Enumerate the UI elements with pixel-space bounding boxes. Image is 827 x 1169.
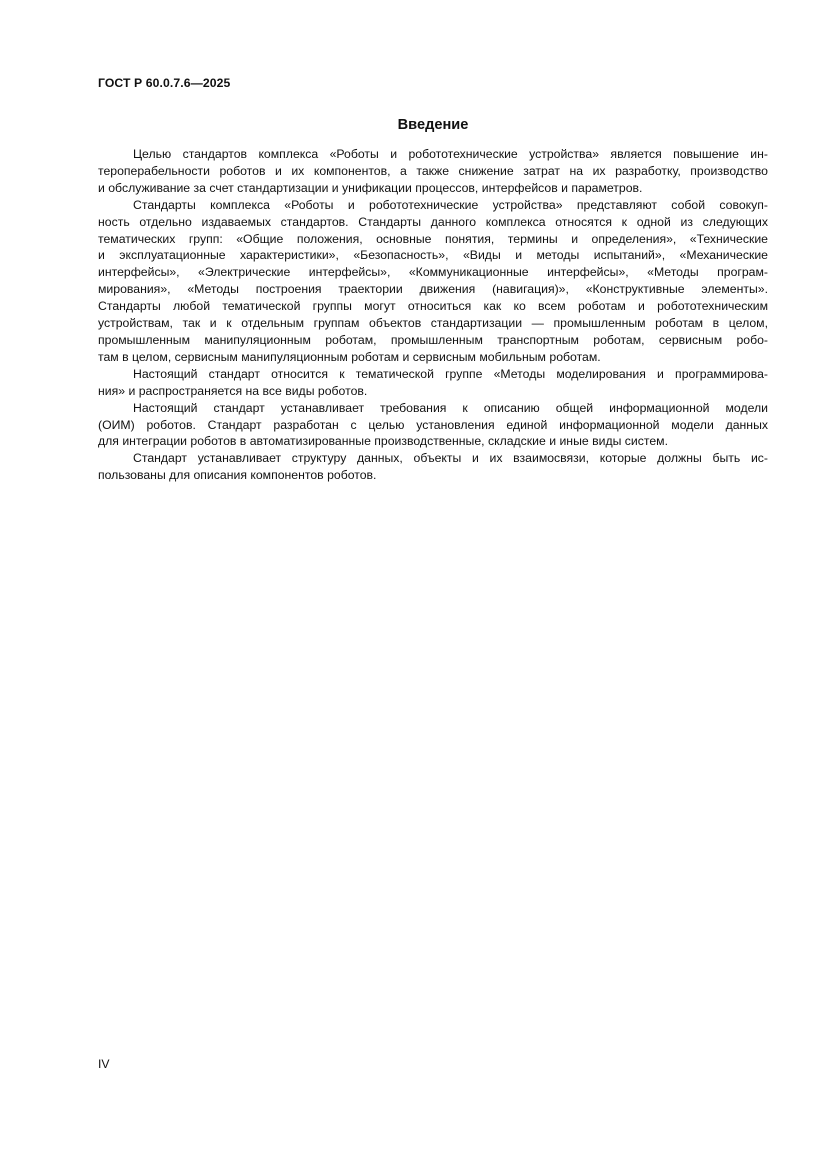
paragraph: [98, 400, 768, 451]
standard-id-header: ГОСТ Р 60.0.7.6—2025: [98, 76, 231, 90]
paragraph: [98, 366, 768, 400]
text-line: Настоящий стандарт относится к тематической группе «Методы моделирования и программирова-: [133, 366, 768, 381]
text-line: промышленным манипуляционным роботам, промышленным транспортным роботам, сервисным робо-: [98, 332, 768, 347]
text-line: Целью стандартов комплекса «Роботы и робототехнические устройства» является повышение ин-: [133, 147, 768, 161]
text-line: ность отдельно издаваемых стандартов. Стандарты данного комплекса относятся к одной из следующих: [98, 214, 768, 229]
text-line: ния» и распространяется на все виды роботов.: [98, 383, 368, 398]
introduction-body: [98, 146, 768, 484]
text-line: мирования», «Методы построения траектории движения (навигация)», «Конструктивные элементы».: [98, 282, 768, 297]
text-line: Стандарты комплекса «Роботы и робототехнические устройства» представляют собой совокуп-: [133, 197, 768, 212]
text-line: там в целом, сервисным манипуляционным роботам и сервисным мобильным роботам.: [98, 349, 601, 364]
section-title: Введение: [397, 117, 469, 133]
text-line: интерфейсы», «Электрические интерфейсы», «Коммуникационные интерфейсы», «Методы програм-: [98, 265, 768, 280]
text-line: и обслуживание за счет стандартизации и унификации процессов, интерфейсов и параметров.: [98, 180, 643, 195]
text-line: для интеграции роботов в автоматизированные производственные, складские и иные виды систем.: [98, 434, 669, 449]
paragraph: [98, 450, 768, 484]
text-line: Стандарты любой тематической группы могут относиться как ко всем роботам и робототехническим: [98, 299, 768, 314]
text-line: и эксплуатационные характеристики», «Безопасность», «Виды и методы испытаний», «Механические: [98, 248, 768, 263]
paragraph: [98, 197, 768, 366]
text-line: (ОИМ) роботов. Стандарт разработан с целью установления единой информационной модели данных: [98, 417, 768, 432]
page-number: IV: [98, 1057, 110, 1071]
text-line: Настоящий стандарт устанавливает требования к описанию общей информационной модели: [133, 400, 768, 415]
text-line: устройствам, так и к отдельным группам объектов стандартизации — промышленным роботам в целом,: [98, 316, 768, 331]
paragraph: [98, 146, 768, 197]
text-line: Стандарт устанавливает структуру данных, объекты и их взаимосвязи, которые должны быть ис-: [133, 451, 768, 466]
text-line: тематических групп: «Общие положения, основные понятия, термины и определения», «Технические: [98, 231, 768, 246]
text-line: пользованы для описания компонентов роботов.: [98, 468, 377, 483]
text-line: тероперабельности роботов и их компонентов, а также снижение затрат на их разработку, производство: [98, 163, 768, 178]
